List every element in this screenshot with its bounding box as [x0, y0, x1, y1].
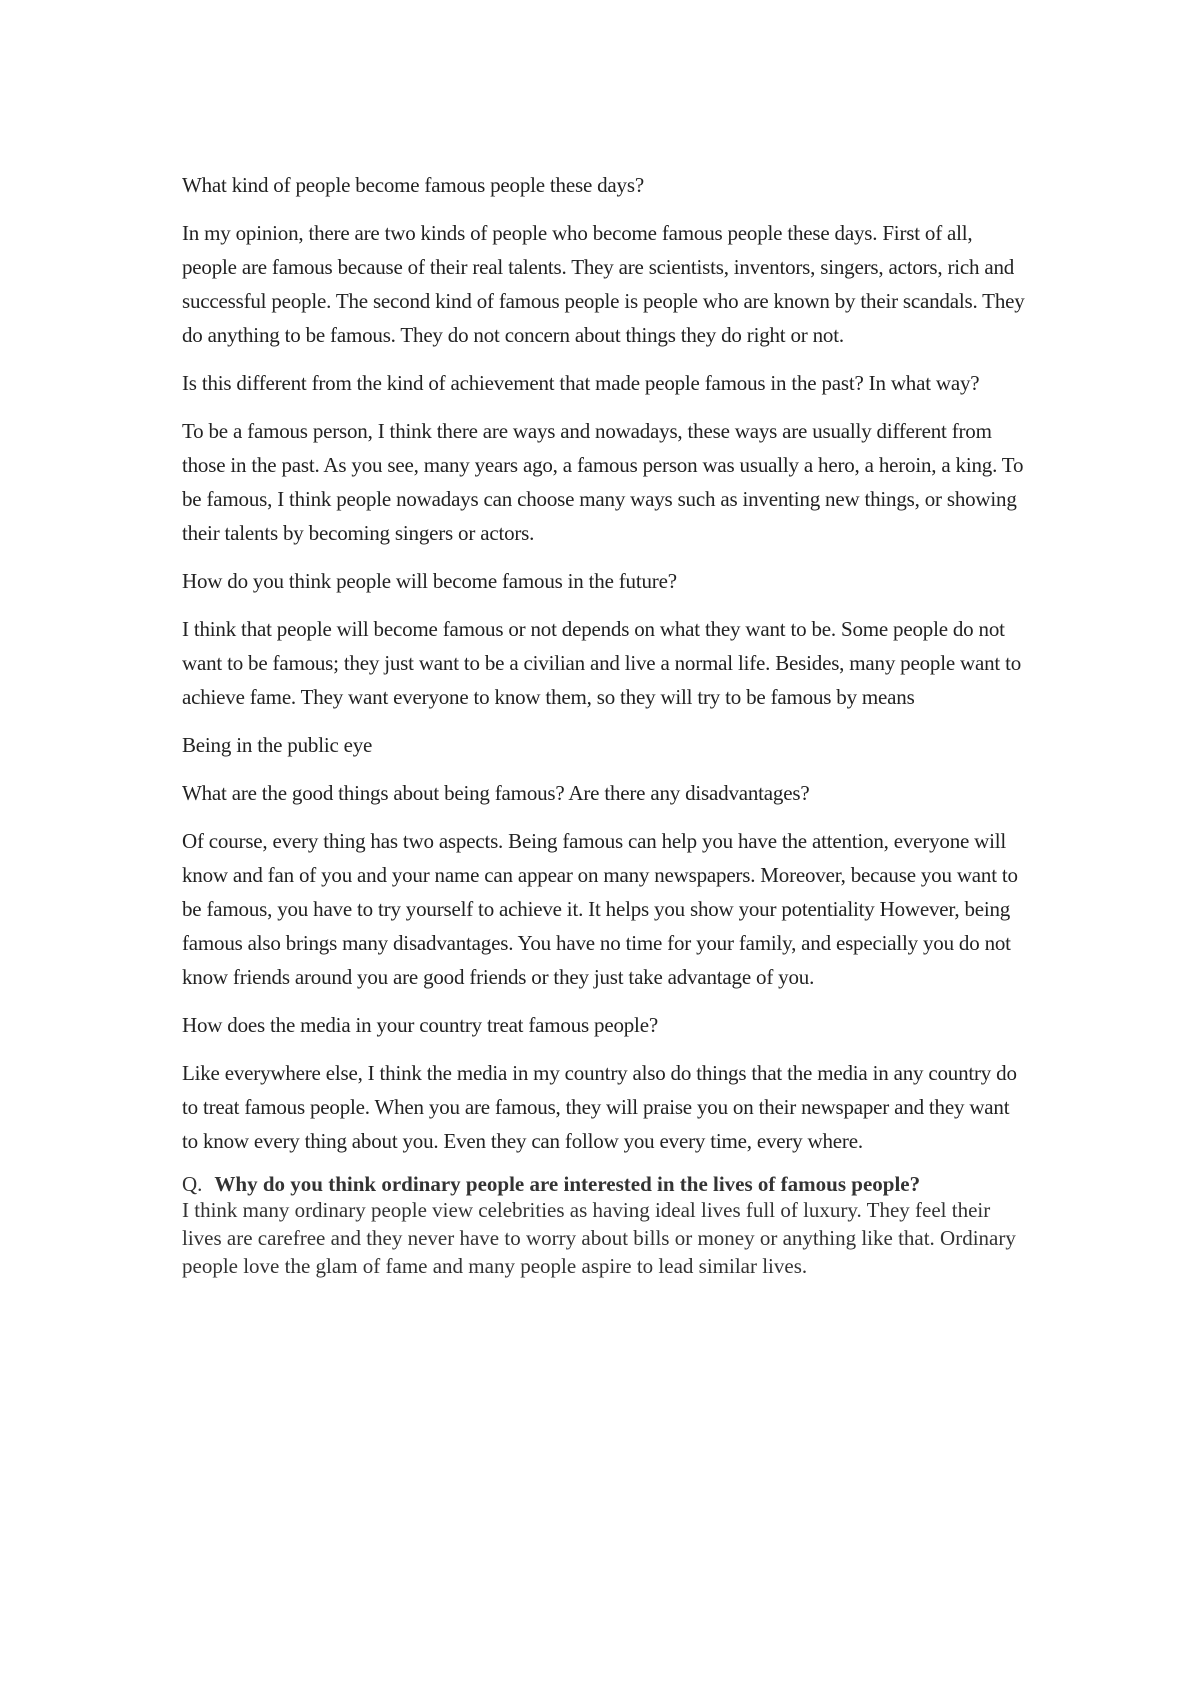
question-good-things: What are the good things about being famous? Are there any disadvantages? — [182, 781, 810, 805]
question-media-treatment: How does the media in your country treat famous people? — [182, 1013, 658, 1037]
question-ordinary-people — [182, 1172, 1028, 1196]
answer-future-fame: I think that people will become famous or not depends on what they want to be. Some people do not want to be famous; they just want to be a civilian and live a normal life. Besides, many people want to achieve fame. They want everyone to know them, so they will try to be famous by means — [182, 617, 1022, 709]
answer-famous-today: In my opinion, there are two kinds of people who become famous people these days. First of all, people are famous because of their real talents. They are scientists, inventors, singers, actors, rich and successful people. The second kind of famous people is people who are known by their scandals. They do anything to be famous. They do not concern about things they do right or not. — [182, 221, 1025, 347]
answer-media-treatment: Like everywhere else, I think the media in my country also do things that the media in any country do to treat famous people. When you are famous, they will praise you on their newspaper and they want to know every thing about you. Even they can follow you every time, every where. — [182, 1061, 1017, 1153]
answer-past-achievement: To be a famous person, I think there are ways and nowadays, these ways are usually different from those in the past. As you see, many years ago, a famous person was usually a hero, a heroin, a king. To be famous, I think people nowadays can choose many ways such as inventing new things, or showing their talents by becoming singers or actors. — [182, 419, 1024, 545]
document-body — [182, 168, 1028, 1280]
question-future-fame: How do you think people will become famous in the future? — [182, 569, 677, 593]
answer-ordinary-people: I think many ordinary people view celebrities as having ideal lives full of luxury. They feel their lives are carefree and they never have to worry about bills or money or anything like that. Ordinary people love the glam of fame and many people aspire to lead similar lives. — [182, 1198, 1016, 1278]
question-text: Why do you think ordinary people are interested in the lives of famous people? — [214, 1172, 921, 1196]
answer-good-things: Of course, every thing has two aspects. Being famous can help you have the attention, everyone will know and fan of you and your name can appear on many newspapers. Moreover, because you want to be famous, you have to try yourself to achieve it. It helps you show your potentiality However, being famous also brings many disadvantages. You have no time for your family, and especially you do not know friends around you are good friends or they just take advantage of you. — [182, 829, 1018, 989]
question-past-achievement: Is this different from the kind of achievement that made people famous in the past? In what way? — [182, 371, 980, 395]
question-famous-today: What kind of people become famous people these days? — [182, 173, 644, 197]
question-prefix: Q. — [182, 1172, 203, 1196]
section-heading-public-eye: Being in the public eye — [182, 733, 373, 757]
